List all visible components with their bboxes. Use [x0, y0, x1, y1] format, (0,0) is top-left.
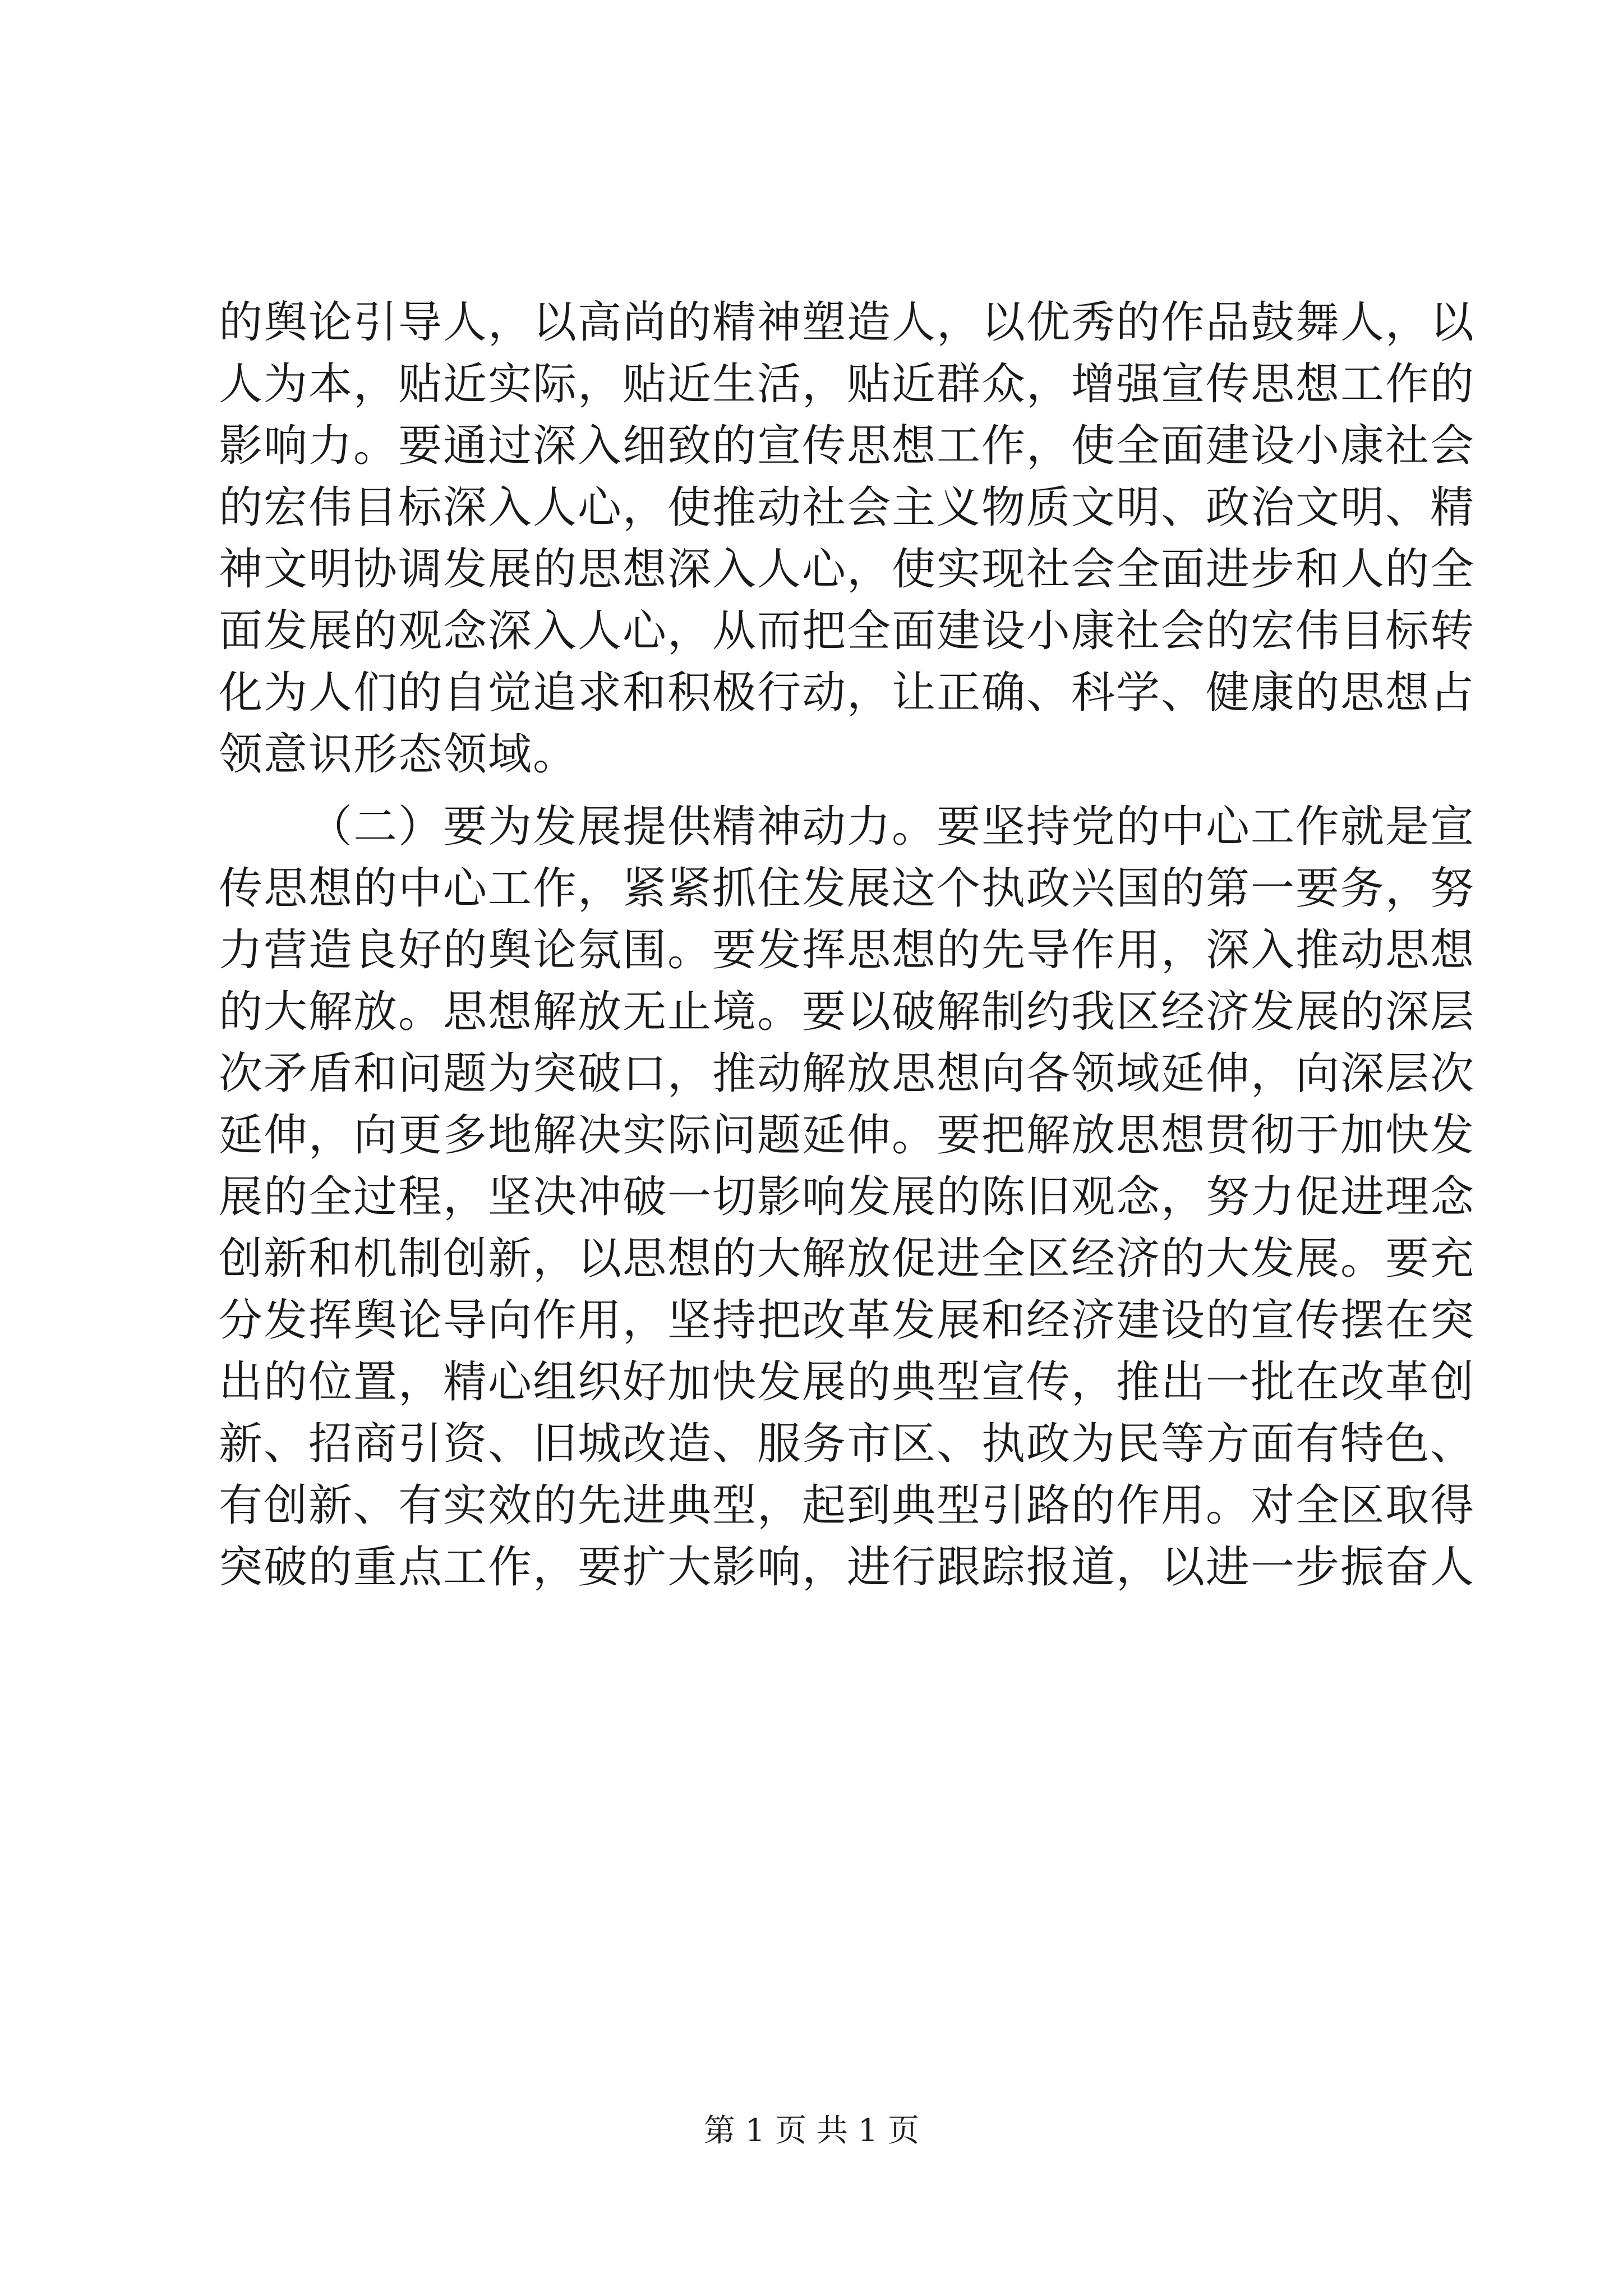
body-text [219, 292, 1476, 1598]
page-footer [0, 2111, 1623, 2151]
text-line: 展的全过程，坚决冲破一切影响发展的陈旧观念，努力促进理念 [219, 1172, 1476, 1222]
text-line: 的大解放。思想解放无止境。要以破解制约我区经济发展的深层 [219, 987, 1476, 1037]
text-line: 的宏伟目标深入人心，使推动社会主义物质文明、政治文明、精 [219, 482, 1476, 533]
text-line: 出的位置，精心组织好加快发展的典型宣传，推出一批在改革创 [219, 1357, 1476, 1407]
text-line: 力营造良好的舆论氛围。要发挥思想的先导作用，深入推动思想 [219, 925, 1476, 976]
page-number-label: 第 1 页 共 1 页 [703, 2113, 920, 2149]
text-line: 传思想的中心工作，紧紧抓住发展这个执政兴国的第一要务，努 [219, 863, 1476, 914]
text-line: 分发挥舆论导向作用，坚持把改革发展和经济建设的宣传摆在突 [219, 1295, 1476, 1346]
text-line: 次矛盾和问题为突破口，推动解放思想向各领域延伸，向深层次 [219, 1048, 1476, 1099]
text-line: 的舆论引导人，以高尚的精神塑造人，以优秀的作品鼓舞人，以 [219, 297, 1476, 348]
text-line: 神文明协调发展的思想深入人心，使实现社会全面进步和人的全 [219, 544, 1476, 595]
paragraph-1 [219, 292, 1476, 785]
text-line: 化为人们的自觉追求和积极行动，让正确、科学、健康的思想占 [219, 668, 1476, 718]
text-line: 影响力。要通过深入细致的宣传思想工作，使全面建设小康社会 [219, 421, 1476, 471]
text-line: 面发展的观念深入人心，从而把全面建设小康社会的宏伟目标转 [219, 606, 1476, 656]
text-line: 人为本，贴近实际，贴近生活，贴近群众，增强宣传思想工作的 [219, 359, 1476, 409]
text-line: （二）要为发展提供精神动力。要坚持党的中心工作就是宣 [308, 802, 1476, 852]
text-line: 创新和机制创新，以思想的大解放促进全区经济的大发展。要充 [219, 1234, 1476, 1284]
paragraph-spacer [219, 785, 1408, 796]
text-line: 领意识形态领域。 [219, 729, 578, 780]
text-line: 新、招商引资、旧城改造、服务市区、执政为民等方面有特色、 [219, 1419, 1476, 1469]
text-line: 突破的重点工作，要扩大影响，进行跟踪报道，以进一步振奋人 [219, 1542, 1476, 1593]
paragraph-2 [219, 796, 1476, 1598]
text-line: 有创新、有实效的先进典型，起到典型引路的作用。对全区取得 [219, 1480, 1476, 1531]
text-line: 延伸，向更多地解决实际问题延伸。要把解放思想贯彻于加快发 [219, 1110, 1476, 1161]
